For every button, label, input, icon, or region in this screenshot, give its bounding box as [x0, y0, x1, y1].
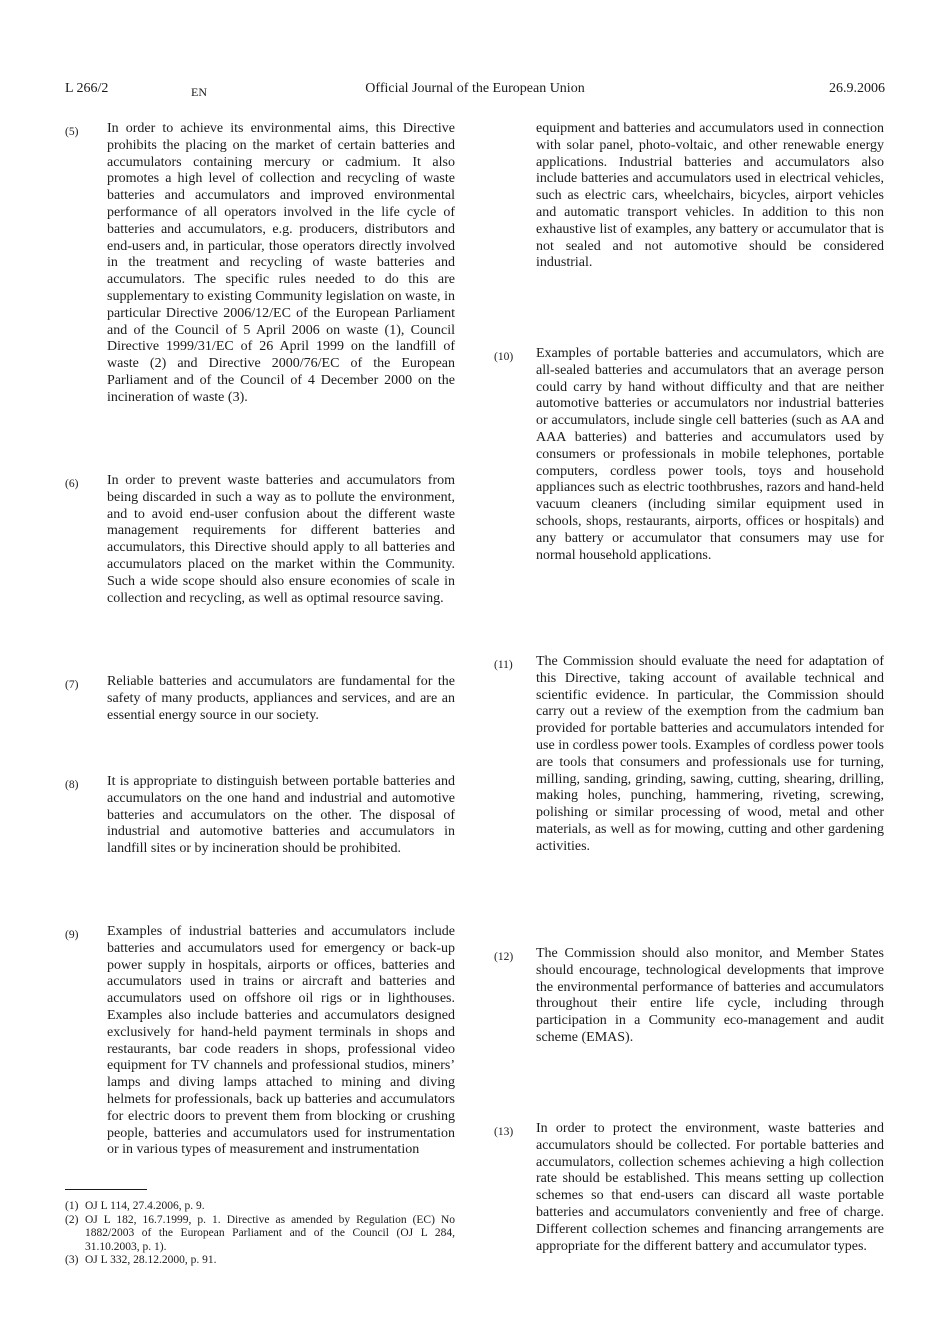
recital-text: In order to prevent waste batteries and accumulators from being discarded in such a way as to pollute the environment, and to avoid end-user confusion about the different waste management requirements for different batteries and accumulators, this Directive should apply to all batteries and accumulators placed on the market within the Community. Such a wide scope should also ensure economies of scale in collection and recycling, as well as optimal resource saving.	[107, 473, 455, 606]
recital-text: equipment and batteries and accumulators used in connection with solar panel, photo-voltaic, and other renewable energy applications. Industrial batteries and accumulators also include batteries and accumulators used in electrical vehicles, such as electric cars, wheelchairs, bicycles, airport vehicles and automatic transport vehicles. In addition to this non exhaustive list of examples, any battery or accumulator that is not sealed and not automotive should be considered industrial.	[536, 121, 884, 271]
journal-title: Official Journal of the European Union	[365, 81, 585, 96]
recital-number: (8)	[65, 779, 79, 791]
recital-number: (5)	[65, 126, 79, 138]
footnote-number: (1)	[65, 1200, 79, 1212]
recital-13	[494, 1121, 884, 1255]
recital-number: (11)	[494, 659, 513, 671]
footnote-3	[65, 1254, 455, 1268]
recital-9-continued	[494, 121, 884, 272]
footnote-2	[65, 1213, 455, 1255]
journal-reference: L 266/2	[65, 81, 109, 96]
recital-5	[65, 121, 455, 407]
footnotes	[65, 1200, 455, 1268]
recital-number: (6)	[65, 478, 79, 490]
recital-text: Reliable batteries and accumulators are fundamental for the safety of many products, appliances and services, and are an essential energy source in our society.	[107, 674, 455, 723]
publication-date: 26.9.2006	[829, 81, 885, 96]
recital-number: (12)	[494, 951, 514, 963]
language-code: EN	[191, 85, 207, 99]
recital-text: Examples of portable batteries and accumulators, which are all-sealed batteries and accumulators that an average person could carry by hand without difficulty and that are neither automotive batteries or accumulators nor industrial batteries or accumulators, include single cell batteries (such as AA and AAA batteries) and batteries and accumulators used by consumers or professionals in mobile telephones, portable computers, cordless power tools, toys and household appliances such as electric toothbrushes, razors and hand-held vacuum cleaners (including similar equipment used in schools, shops, restaurants, airports, offices or hospitals) and any battery or accumulator that consumers may use for normal household applications.	[536, 346, 884, 563]
recital-9	[65, 924, 455, 1159]
recital-text: The Commission should also monitor, and Member States should encourage, technological developments that improve the environmental performance of batteries and accumulators throughout their entire life cycle, including through participation in a Community eco-management and audit scheme (EMAS).	[536, 946, 884, 1045]
footnote-number: (3)	[65, 1254, 79, 1266]
recital-text: In order to protect the environment, waste batteries and accumulators should be collected. For portable batteries and accumulators, collection schemes achieving a high collection rate should be established. This means setting up collection schemes so that end-users can discard all waste portable batteries and accumulators conveniently and free of charge. Different collection schemes and financing arrangements are appropriate for the different battery and accumulator types.	[536, 1121, 884, 1254]
recital-number: (7)	[65, 679, 79, 691]
footnote-text: OJ L 114, 27.4.2006, p. 9.	[85, 1200, 205, 1212]
recital-8	[65, 774, 455, 858]
recital-number: (9)	[65, 929, 79, 941]
recital-7	[65, 674, 455, 724]
recital-text: It is appropriate to distinguish between portable batteries and accumulators on the one hand and industrial and automotive batteries and accumulators on the other. The disposal of industrial and automotive batteries and accumulators in landfill sites or by incineration should be prohibited.	[107, 774, 455, 857]
recital-11	[494, 654, 884, 856]
footnote-separator	[65, 1189, 147, 1190]
recital-text: In order to achieve its environmental aims, this Directive prohibits the placing on the market of certain batteries and accumulators containing mercury or cadmium. It also promotes a high level of collection and recycling of waste batteries and accumulators and improved environmental performance of all operators involved in the life cycle of batteries and accumulators, e.g. producers, distributors and end-users and, in particular, those operators directly involved in the treatment and recycling of waste batteries and accumulators. The specific rules needed to do this are supplementary to existing Community legislation on waste, in particular Directive 2006/12/EC of the European Parliament and of the Council of 5 April 2006 on waste (1), Council Directive 1999/31/EC of 26 April 1999 on the landfill of waste (2) and Directive 2000/76/EC of the European Parliament and of the Council of 4 December 2000 on the incineration of waste (3).	[107, 121, 455, 405]
footnote-text: OJ L 332, 28.12.2000, p. 91.	[85, 1254, 217, 1266]
footnote-text: OJ L 182, 16.7.1999, p. 1. Directive as amended by Regulation (EC) No 1882/2003 of the European Parliament and of the Council (OJ L 284, 31.10.2003, p. 1).	[85, 1213, 455, 1253]
recital-6	[65, 473, 455, 607]
footnote-number: (2)	[65, 1213, 79, 1226]
recital-text: The Commission should evaluate the need for adaptation of this Directive, taking account of available technical and scientific evidence. In particular, the Commission should carry out a review of the exemption from the cadmium ban provided for portable batteries and accumulators intended for use in cordless power tools. Examples of cordless power tools are tools that consumers and professionals use for turning, milling, sanding, grinding, sawing, cutting, shearing, drilling, making holes, punching, hammering, riveting, screwing, polishing or similar processing of wood, metal and other materials, as well as for mowing, cutting and other gardening activities.	[536, 654, 884, 854]
recital-text: Examples of industrial batteries and accumulators include batteries and accumulators used for emergency or back-up power supply in hospitals, airports or offices, batteries and accumulators used in trains or aircraft and batteries and accumulators used on offshore oil rigs or in lighthouses. Examples also include batteries and accumulators designed exclusively for hand-held payment terminals in shops and restaurants, bar code readers in shops, professional video equipment for TV channels and professional studios, miners’ lamps and diving lamps attached to mining and diving helmets for professionals, back up batteries and accumulators for electric doors to prevent them from blocking or crushing people, batteries and accumulators used for instrumentation or in various types of measurement and instrumentation	[107, 924, 455, 1158]
page-header	[65, 80, 885, 100]
recital-12	[494, 946, 884, 1047]
footnote-1	[65, 1200, 455, 1214]
recital-number: (13)	[494, 1126, 514, 1138]
recital-10	[494, 346, 884, 564]
recital-number: (10)	[494, 351, 514, 363]
